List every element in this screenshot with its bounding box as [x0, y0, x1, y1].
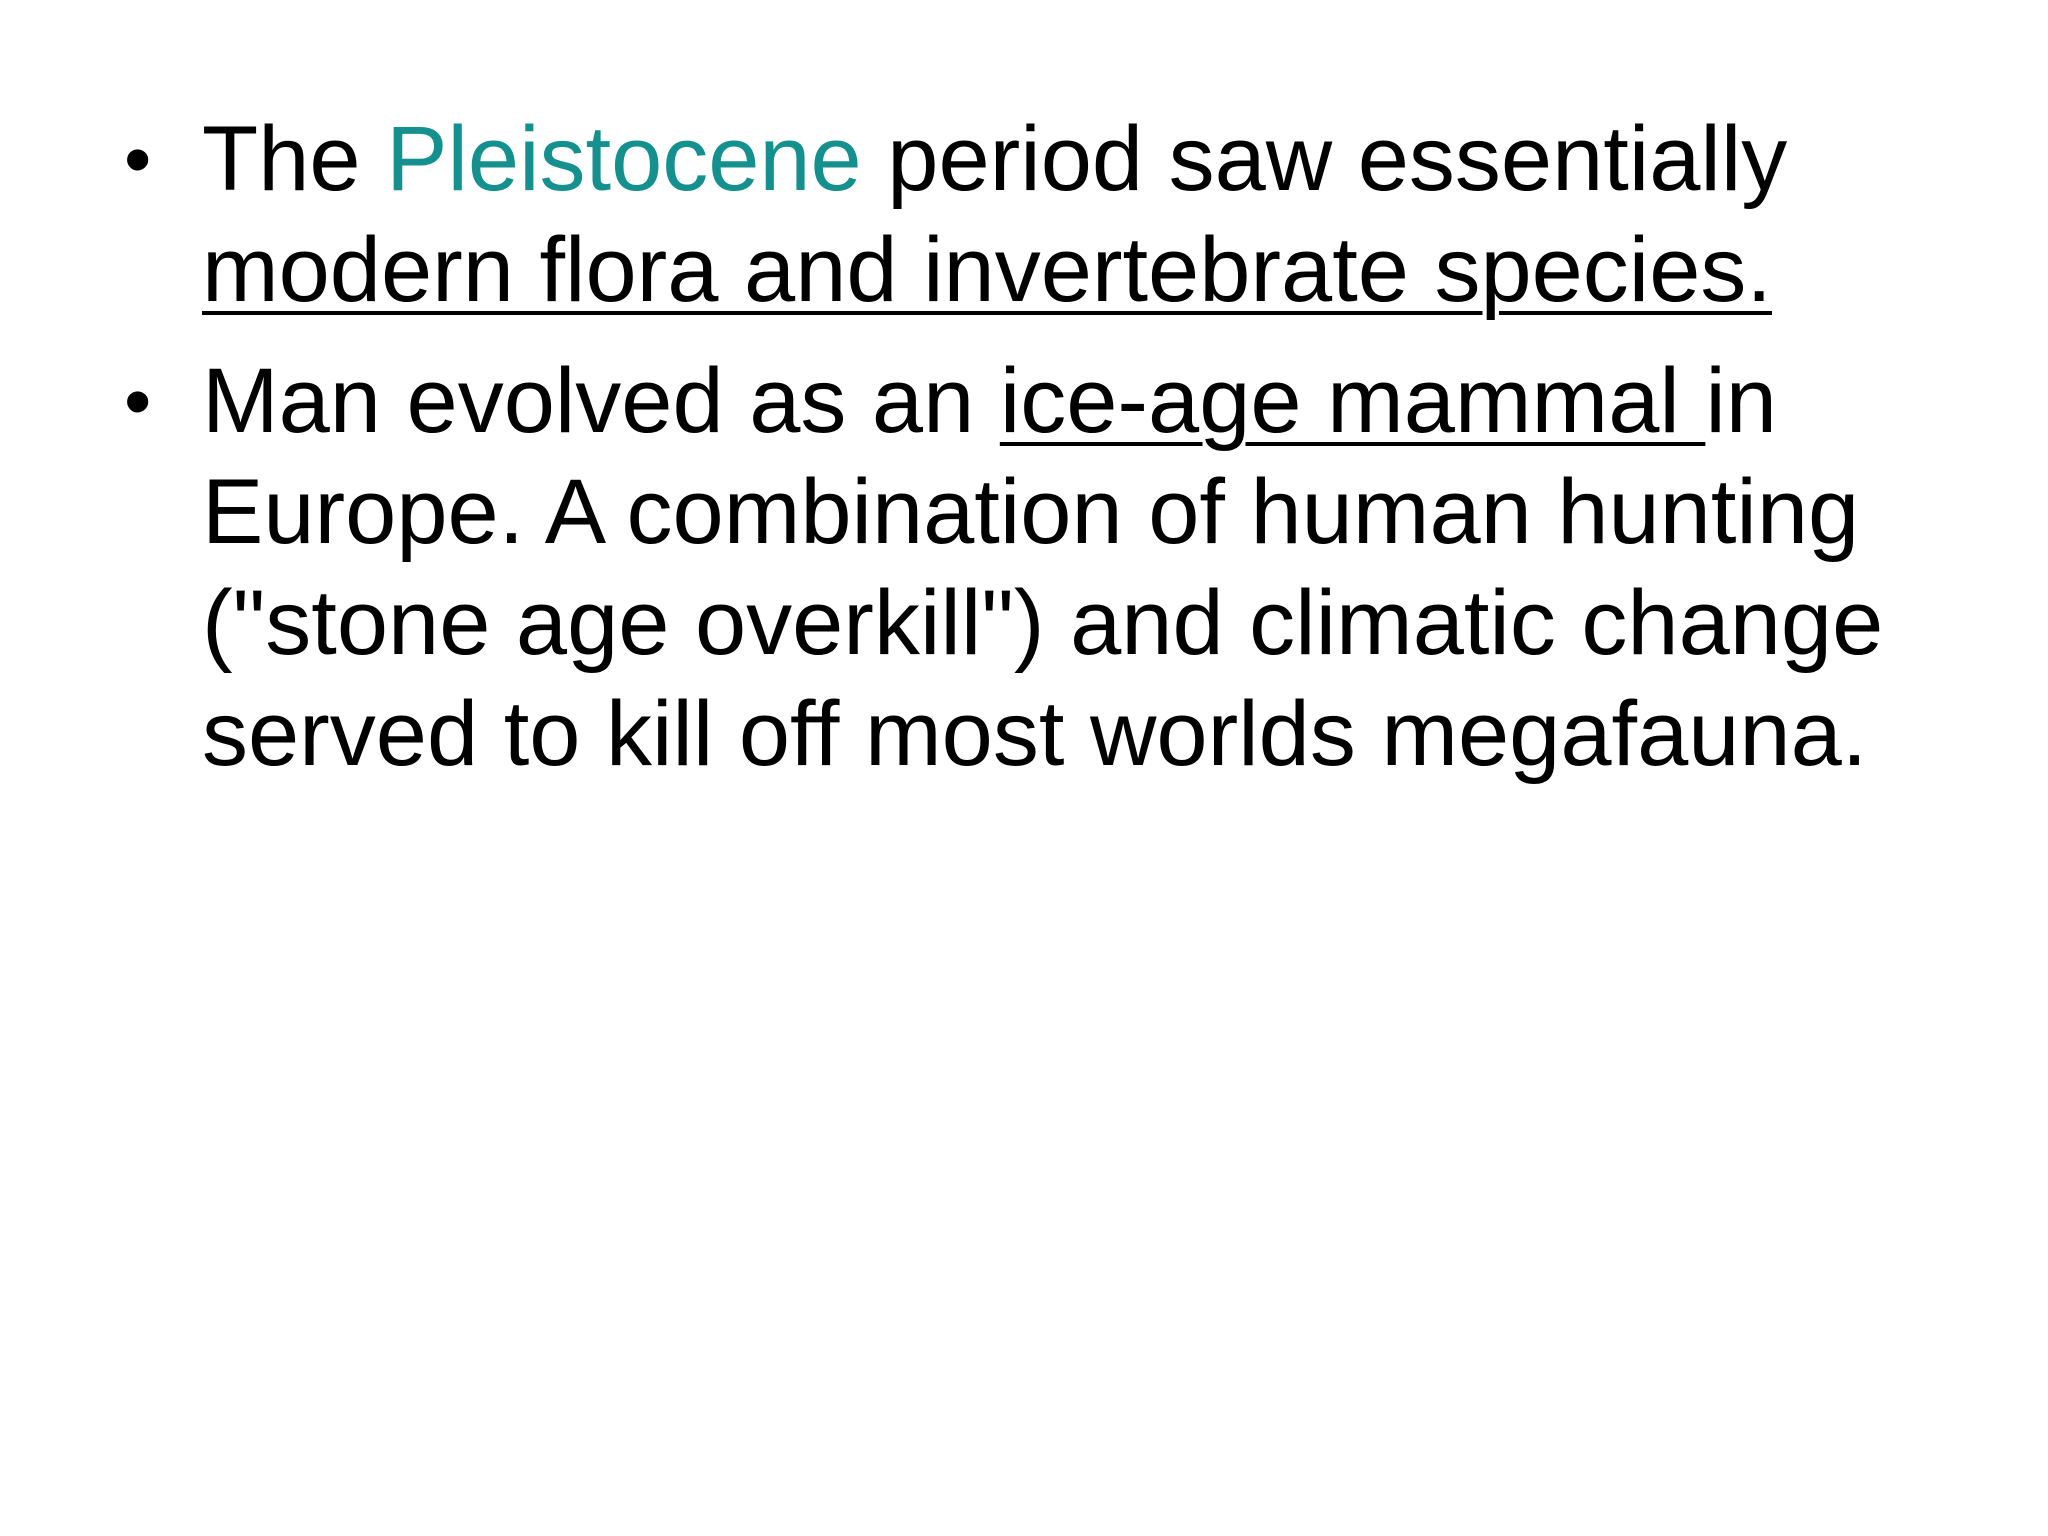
pleistocene-highlight: Pleistocene: [386, 108, 862, 210]
bullet1-text-start: The: [202, 108, 387, 210]
bullet-dot-icon: •: [124, 115, 152, 203]
bullet-item-pleistocene: [124, 104, 1984, 326]
bullet2-text-start: Man evolved as an: [202, 350, 1000, 452]
bullet-item-man-evolved: [124, 346, 1984, 790]
bullet1-text-middle: period saw essentially: [861, 108, 1788, 210]
bullet-dot-icon: •: [124, 357, 152, 445]
ice-age-mammal-underlined: ice-age mammal: [999, 350, 1706, 452]
modern-flora-underlined: modern flora and invertebrate species.: [202, 219, 1772, 321]
bullet2-text-end: in Europe. A combination of human hunting ("stone age overkill") and climatic change served to kill off most worlds megafauna.: [202, 350, 1884, 785]
bullet-list: [124, 104, 1984, 810]
